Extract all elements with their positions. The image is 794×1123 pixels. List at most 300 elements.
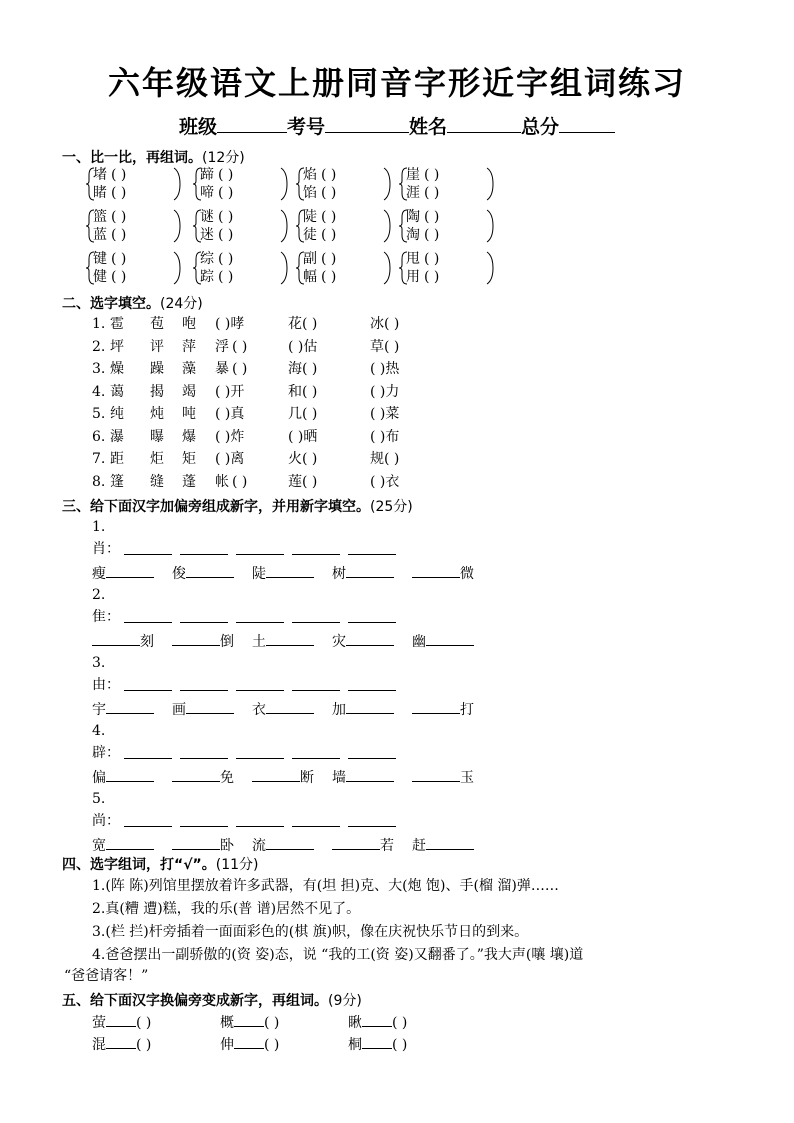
word-paren[interactable]: ( ) [264,1037,280,1053]
answer-paren[interactable]: ( ) [218,269,234,285]
word-item [252,835,314,855]
right-paren [384,252,390,284]
sentence-line: 2.真(糟 遭)糕，我的乐(普 谱)居然不见了。 [92,901,361,917]
fill-blank[interactable]: ( )离 [215,451,245,467]
compare-line [303,208,369,226]
fill-blank[interactable]: ( )哮 [215,316,245,332]
answer-paren[interactable]: ( ) [111,209,127,225]
compare-line [303,166,369,184]
fill-blank[interactable]: ( ) [232,338,248,355]
compare-line [93,208,159,226]
right-paren [174,210,180,242]
answer-paren[interactable]: ( ) [321,227,337,243]
new-char-blank[interactable] [236,812,284,827]
compare-char: 甩 [406,251,420,267]
word-blank[interactable] [412,699,460,714]
source-char: 桐 [348,1037,362,1053]
item-number: 6. [92,428,106,445]
compare-char: 幅 [303,269,317,285]
word-blank[interactable] [172,631,220,646]
change-item [220,1012,279,1032]
word-char: 刻 [140,634,154,650]
word-blank[interactable] [172,835,220,850]
right-paren [174,168,180,200]
change-item [220,1034,279,1054]
section-2-heading [62,293,203,313]
compare-line [200,268,266,286]
section-2-title: 二、选字填空。 [62,296,160,312]
word-char: 土 [252,634,266,650]
new-char-blank[interactable] [106,1034,136,1049]
compare-line [406,166,472,184]
word-item [252,563,314,583]
item-number: 7. [92,451,106,467]
new-char-blank[interactable] [348,540,396,555]
new-char-blank[interactable] [180,812,228,827]
right-paren [487,168,493,200]
word-blank[interactable] [426,835,474,850]
new-char-blank[interactable] [124,812,172,827]
compare-line [303,250,369,268]
compare-group [88,166,188,202]
option-char: 躁 [150,361,164,377]
new-char-blank[interactable] [124,540,172,555]
option-char: 吨 [182,406,196,422]
word-char: 幽 [412,634,426,650]
word-item [252,767,314,787]
fill-blank[interactable]: ( ) [232,473,248,490]
new-char-blank[interactable] [292,676,340,691]
compare-char: 篮 [93,209,107,225]
change-item [348,1034,407,1054]
compare-group [195,208,295,244]
compare-line [200,208,266,226]
compare-char: 焰 [303,167,317,183]
word-item [332,563,394,583]
base-char: 尚： [92,813,120,829]
new-char-blank[interactable] [180,608,228,623]
word-item [332,699,394,719]
source-char: 混 [92,1037,106,1053]
change-item [92,1012,151,1032]
option-char: 萍 [182,338,196,355]
new-char-blank[interactable] [236,676,284,691]
option-char: 竭 [182,383,196,400]
source-char: 概 [220,1015,234,1031]
compare-line [93,268,159,286]
exam-blank[interactable] [325,114,409,133]
compare-char: 淘 [406,227,420,243]
fill-blank[interactable]: ( )热 [370,361,400,377]
word-paren[interactable]: ( ) [136,1037,152,1053]
option-char: 暴 [215,361,229,377]
sentence-line: 3.(栏 拦)杆旁插着一面面彩色的(棋 旗)帜，像在庆祝快乐节日的到来。 [92,924,529,940]
fill-blank[interactable]: 和( ) [288,383,318,400]
word-item [412,563,474,583]
section-5-heading [62,990,362,1010]
option-char: 浮 [215,338,229,355]
score-label: 总分 [521,116,560,138]
word-paren[interactable]: ( ) [392,1037,408,1053]
word-char: 偏 [92,770,106,786]
word-item [92,767,154,787]
compare-line [200,250,266,268]
fill-blank[interactable]: ( )菜 [370,406,400,422]
word-char: 衣 [252,702,266,718]
word-blank[interactable] [266,835,314,850]
sentence-line: 4.爸爸摆出一副骄傲的(资 姿)态，说 “我的工(资 姿)又翻番了。”我大声(嚷 壤)道 [92,947,584,963]
fill-blank[interactable]: ( )炸 [215,428,245,445]
compare-line [93,250,159,268]
new-char-blank[interactable] [106,1012,136,1027]
answer-paren[interactable]: ( ) [424,269,440,285]
word-char: 断 [300,770,314,786]
word-char: 陡 [252,566,266,582]
answer-paren[interactable]: ( ) [321,209,337,225]
answer-paren[interactable]: ( ) [111,167,127,183]
section-1-points: (12分) [202,150,245,166]
word-blank[interactable] [172,767,220,782]
compare-char: 蓝 [93,227,107,243]
word-item [412,767,474,787]
fill-blank[interactable]: 规( ) [370,451,400,467]
base-char: 辟： [92,745,120,761]
compare-line [406,226,472,244]
fill-blank[interactable]: 莲( ) [288,473,318,490]
answer-paren[interactable]: ( ) [424,227,440,243]
word-blank[interactable] [106,767,154,782]
answer-paren[interactable]: ( ) [218,251,234,267]
word-item [332,767,394,787]
class-blank[interactable] [217,114,287,133]
word-char: 倒 [220,634,234,650]
section-4-points: (11分) [215,857,259,873]
new-char-blank[interactable] [124,608,172,623]
compare-char: 迷 [200,227,214,243]
word-blank[interactable] [346,767,394,782]
fill-blank[interactable]: 花( ) [288,316,318,332]
word-item [92,699,154,719]
compare-line [200,226,266,244]
word-item [92,563,154,583]
base-char: 隹： [92,609,120,625]
word-char: 墙 [332,770,346,786]
answer-paren[interactable]: ( ) [111,251,127,267]
name-label: 姓名 [409,116,448,138]
word-item [92,631,154,651]
answer-paren[interactable]: ( ) [424,251,440,267]
word-char: 宽 [92,838,106,854]
option-char: 炖 [150,406,164,422]
compare-char: 副 [303,251,317,267]
fill-blank[interactable]: 冰( ) [370,316,400,332]
section-4-title: 四、选字组词，打“√”。 [62,857,216,873]
new-char-blank[interactable] [180,744,228,759]
item-number: 1. [92,316,106,332]
compare-line [406,268,472,286]
answer-paren[interactable]: ( ) [321,185,337,201]
fill-blank[interactable]: ( )晒 [288,428,318,445]
option-char: 爆 [182,428,196,445]
compare-char: 啼 [200,185,214,201]
section-3-heading [62,496,413,516]
answer-paren[interactable]: ( ) [218,227,234,243]
item-number: 5. [92,791,106,807]
right-paren [281,210,287,242]
class-label: 班级 [178,116,217,138]
compare-group [195,250,295,286]
compare-char: 崖 [406,167,420,183]
new-char-blank[interactable] [124,676,172,691]
new-char-blank[interactable] [180,540,228,555]
fill-blank[interactable]: 几( ) [288,406,318,422]
option-char: 揭 [150,383,164,400]
answer-paren[interactable]: ( ) [321,167,337,183]
answer-paren[interactable]: ( ) [111,269,127,285]
word-char: 加 [332,702,346,718]
compare-char: 谜 [200,209,214,225]
option-char: 燥 [110,361,124,377]
new-char-blank[interactable] [236,540,284,555]
word-blank[interactable] [106,699,154,714]
exam-label: 考号 [286,116,325,138]
sentence-line: “爸爸请客！” [64,968,149,984]
option-char: 帐 [215,473,229,490]
word-item [252,631,314,651]
compare-group [298,208,398,244]
new-char-blank[interactable] [348,676,396,691]
fill-blank[interactable]: 火( ) [288,451,318,467]
compare-char: 用 [406,269,420,285]
new-char-blank[interactable] [236,608,284,623]
word-blank[interactable] [266,563,314,578]
compare-line [93,184,159,202]
new-char-blank[interactable] [362,1012,392,1027]
compare-char: 徒 [303,227,317,243]
word-char: 宇 [92,702,106,718]
item-number: 3. [92,655,106,671]
answer-paren[interactable]: ( ) [111,185,127,201]
word-char: 树 [332,566,346,582]
option-char: 雹 [110,316,124,332]
new-char-blank[interactable] [348,608,396,623]
word-item [172,835,234,855]
word-blank[interactable] [346,563,394,578]
word-char: 赶 [412,838,426,854]
compare-group [88,250,188,286]
fill-blank[interactable]: ( ) [232,361,248,377]
word-char: 免 [220,770,234,786]
word-blank[interactable] [266,699,314,714]
right-paren [281,168,287,200]
new-char-blank[interactable] [292,744,340,759]
word-char: 若 [380,838,394,854]
new-char-blank[interactable] [292,540,340,555]
right-paren [281,252,287,284]
word-blank[interactable] [266,631,314,646]
compare-group [401,250,501,286]
answer-paren[interactable]: ( ) [321,251,337,267]
compare-line [406,250,472,268]
fill-blank[interactable]: ( )估 [288,338,318,355]
compare-group [401,208,501,244]
base-char: 由： [92,677,120,693]
word-item [412,835,474,855]
right-paren [174,252,180,284]
item-number: 2. [92,587,106,603]
word-char: 流 [252,838,266,854]
new-char-blank[interactable] [236,744,284,759]
compare-char: 陡 [303,209,317,225]
word-item [92,835,154,855]
new-char-blank[interactable] [180,676,228,691]
new-char-blank[interactable] [234,1034,264,1049]
compare-group [88,208,188,244]
word-char: 微 [460,566,474,582]
word-blank[interactable] [332,835,380,850]
answer-paren[interactable]: ( ) [218,167,234,183]
compare-group [298,166,398,202]
new-char-blank[interactable] [348,744,396,759]
page-title: 六年级语文上册同音字形近字组词练习 [107,64,686,102]
new-char-blank[interactable] [362,1034,392,1049]
fill-blank[interactable]: 海( ) [288,361,318,377]
word-paren[interactable]: ( ) [264,1015,280,1031]
answer-paren[interactable]: ( ) [111,227,127,243]
word-blank[interactable] [92,631,140,646]
base-char: 肖： [92,541,120,557]
compare-group [195,166,295,202]
item-number: 8. [92,473,106,490]
option-char: 篷 [110,473,124,490]
answer-paren[interactable]: ( ) [218,185,234,201]
compare-char: 蹄 [200,167,214,183]
answer-paren[interactable]: ( ) [218,209,234,225]
source-char: 伸 [220,1037,234,1053]
section-3-points: (25分) [370,499,413,515]
word-blank[interactable] [346,631,394,646]
word-char: 俊 [172,566,186,582]
word-paren[interactable]: ( ) [392,1015,408,1031]
option-char: 咆 [182,316,196,332]
word-item [412,699,474,719]
item-number: 5. [92,406,106,422]
word-blank[interactable] [252,767,300,782]
word-paren[interactable]: ( ) [136,1015,152,1031]
compare-char: 综 [200,251,214,267]
option-char: 曝 [150,428,164,445]
compare-char: 踪 [200,269,214,285]
item-number: 3. [92,361,106,377]
word-char: 玉 [460,770,474,786]
option-char: 坪 [110,338,124,355]
fill-blank[interactable]: ( )布 [370,428,400,445]
change-item [92,1034,151,1054]
fill-blank[interactable]: 草( ) [370,338,400,355]
new-char-blank[interactable] [348,812,396,827]
word-char: 打 [460,702,474,718]
word-blank[interactable] [426,631,474,646]
option-char: 距 [110,451,124,467]
fill-blank[interactable]: ( )真 [215,406,245,422]
item-number: 4. [92,383,106,400]
name-blank[interactable] [447,114,521,133]
sentence-line: 1.(阵 陈)列馆里摆放着许多武器，有(坦 担)克、大(炮 饱)、手(榴 溜)弹…… [92,878,559,894]
item-number: 4. [92,723,106,739]
compare-char: 馅 [303,185,317,201]
compare-char: 陶 [406,209,420,225]
option-char: 炬 [150,451,164,467]
answer-paren[interactable]: ( ) [321,269,337,285]
word-item [332,835,394,855]
answer-paren[interactable]: ( ) [424,185,440,201]
compare-line [303,268,369,286]
option-char: 蔼 [110,383,124,400]
new-char-blank[interactable] [292,608,340,623]
option-char: 矩 [182,451,196,467]
word-blank[interactable] [106,835,154,850]
compare-char: 键 [93,251,107,267]
word-char: 画 [172,702,186,718]
fill-blank[interactable]: ( )衣 [370,473,400,490]
word-char: 卧 [220,838,234,854]
compare-char: 睹 [93,185,107,201]
compare-line [200,166,266,184]
new-char-blank[interactable] [292,812,340,827]
answer-paren[interactable]: ( ) [424,209,440,225]
section-1-title: 一、比一比，再组词。 [62,150,202,166]
section-5-points: (9分) [328,993,362,1009]
option-char: 纯 [110,406,124,422]
option-char: 缝 [150,473,164,490]
new-char-blank[interactable] [234,1012,264,1027]
right-paren [487,210,493,242]
word-blank[interactable] [186,699,234,714]
fill-blank[interactable]: ( )力 [370,383,400,400]
word-blank[interactable] [106,563,154,578]
section-3-title: 三、给下面汉字加偏旁组成新字，并用新字填空。 [62,499,370,515]
student-info-line [0,112,794,139]
compare-char: 堵 [93,167,107,183]
compare-line [303,184,369,202]
word-char: 灾 [332,634,346,650]
source-char: 萤 [92,1015,106,1031]
compare-group [298,250,398,286]
compare-char: 涯 [406,185,420,201]
word-item [412,631,474,651]
compare-line [93,226,159,244]
compare-group [401,166,501,202]
option-char: 瀑 [110,428,124,445]
option-char: 评 [150,338,164,355]
word-blank[interactable] [346,699,394,714]
word-item [332,631,394,651]
compare-line [406,184,472,202]
section-2-points: (24分) [160,296,203,312]
fill-blank[interactable]: ( )开 [215,383,245,400]
compare-line [93,166,159,184]
word-blank[interactable] [412,767,460,782]
answer-paren[interactable]: ( ) [424,167,440,183]
new-char-blank[interactable] [124,744,172,759]
score-blank[interactable] [559,114,615,133]
word-item [172,699,234,719]
option-char: 苞 [150,316,164,332]
right-paren [384,210,390,242]
word-blank[interactable] [186,563,234,578]
option-char: 蓬 [182,473,196,490]
word-blank[interactable] [412,563,460,578]
